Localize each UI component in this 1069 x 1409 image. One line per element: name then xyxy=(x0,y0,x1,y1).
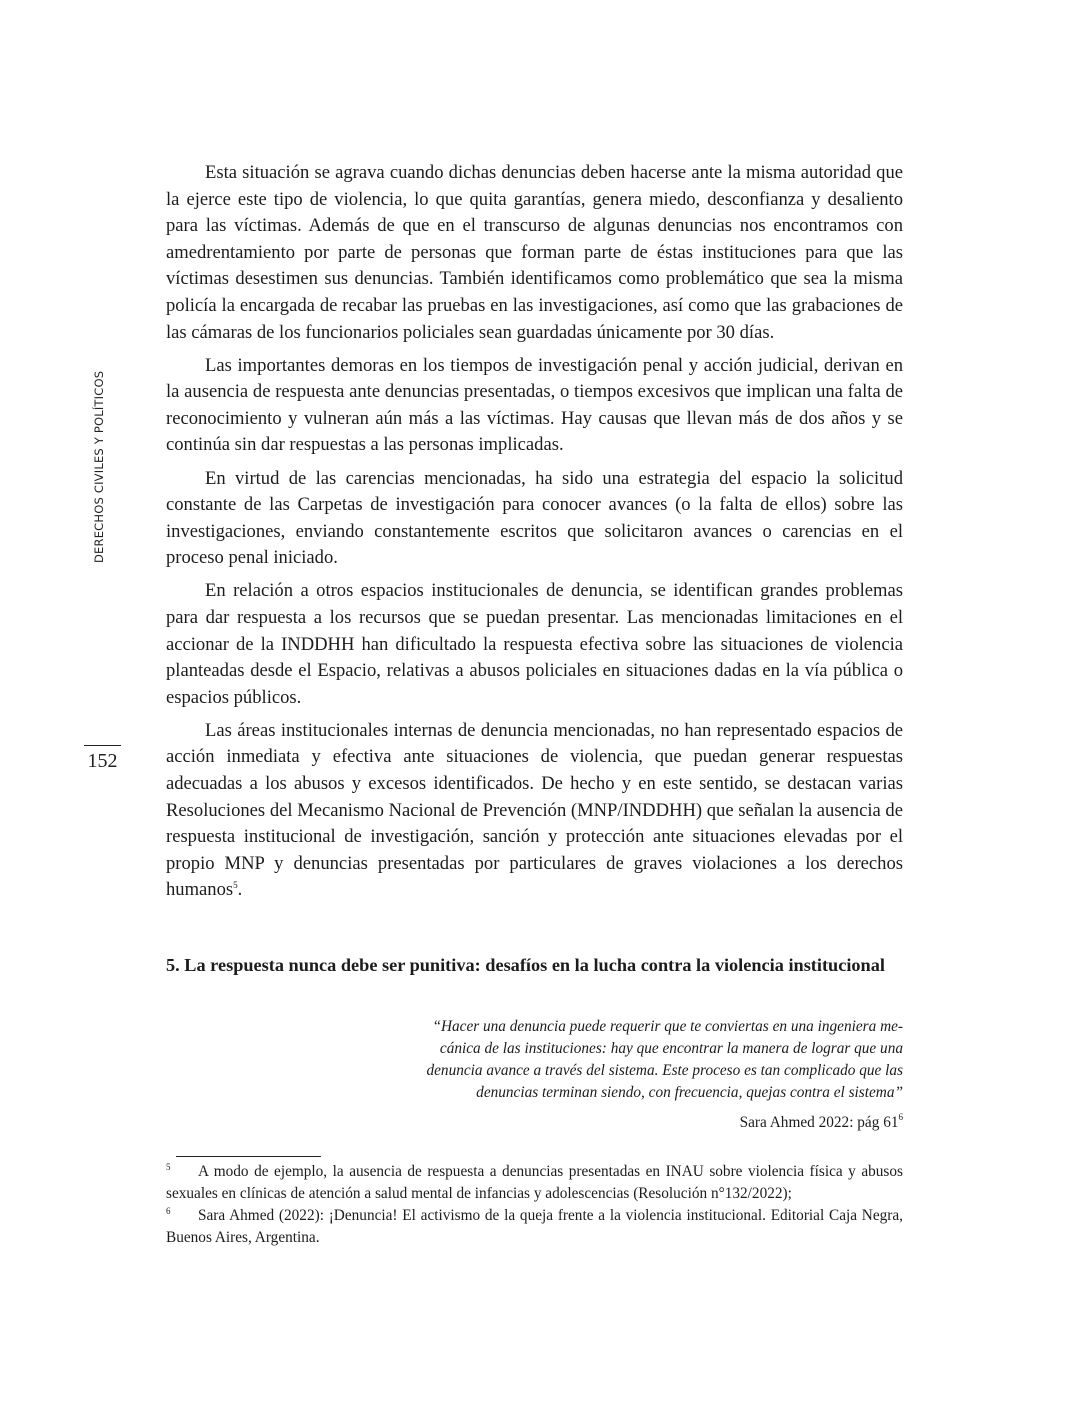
epigraph-source xyxy=(580,1112,903,1134)
footnote: 6 Sara Ahmed (2022): ¡Denuncia! El activismo de la queja frente a la violencia institucional. Editorial Caja Negra, Buenos Aires, Argentina. xyxy=(166,1206,903,1246)
epigraph-line: “Hacer una denuncia puede requerir que te conviertas en una ingeniera me- xyxy=(432,1018,903,1035)
epigraph-source-text: Sara Ahmed 2022: pág 61 xyxy=(739,1114,899,1131)
section-heading: 5. La respuesta nunca debe ser punitiva: desafíos en la lucha contra la violencia institucional xyxy=(166,955,885,975)
page-number: 152 xyxy=(87,750,118,772)
epigraph-line: denuncias terminan siendo, con frecuencia, quejas contra el sistema” xyxy=(476,1084,903,1101)
footnote-ref[interactable]: 5 xyxy=(233,880,238,891)
epigraph-line: denuncia avance a través del sistema. Este proceso es tan complicado que las xyxy=(426,1062,903,1079)
footnote: 5 A modo de ejemplo, la ausencia de respuesta a denuncias presentadas en INAU sobre violencia física y abusos sexuales en clínicas de atención a salud mental de infancias y adolescencias (Resolución n°132/2022); xyxy=(166,1162,903,1202)
footnote-separator xyxy=(176,1156,321,1157)
body-text xyxy=(166,160,903,911)
running-section-label: DERECHOS CIVILES Y POLÍTICOS xyxy=(92,370,106,563)
footnote-ref[interactable]: 6 xyxy=(898,1112,903,1122)
footnotes xyxy=(166,1161,903,1249)
paragraph-tail: . xyxy=(237,879,243,901)
page-number-rule xyxy=(84,745,121,746)
paragraph: En relación a otros espacios institucionales de denuncia, se identifican grandes problemas para dar respuesta a los recursos que se puedan presentar. Las mencionadas limitaciones en el accionar de la INDDHH han dificultado la respuesta efectiva sobre las situaciones de violencia planteadas desde el Espacio, relativas a abusos policiales en situaciones dadas en la vía pública o espacios públicos. xyxy=(166,580,903,708)
epigraph-quote xyxy=(380,1016,903,1104)
paragraph: Las importantes demoras en los tiempos de investigación penal y acción judicial, derivan en la ausencia de respuesta ante denuncias presentadas, o tiempos excesivos que implican una falta de reconocimiento y vulneran aún más a las víctimas. Hay causas que llevan más de dos años y se continúa sin dar respuestas a las personas implicadas. xyxy=(166,354,903,456)
paragraph: Esta situación se agrava cuando dichas denuncias deben hacerse ante la misma autoridad que la ejerce este tipo de violencia, lo que quita garantías, genera miedo, desconfianza y desaliento para las víctimas. Además de que en el transcurso de algunas denuncias nos encontramos con amedrentamiento por parte de personas que forman parte de éstas instituciones para que las víctimas desestimen sus denuncias. También identificamos como problemático que sea la misma policía la encargada de recabar las pruebas en las investigaciones, así como que las grabaciones de las cámaras de los funcionarios policiales sean guardadas únicamente por 30 días. xyxy=(166,162,903,343)
epigraph-line: cánica de las instituciones: hay que encontrar la manera de lograr que una xyxy=(439,1040,903,1057)
paragraph-text: Las áreas institucionales internas de denuncia mencionadas, no han representado espacios de acción inmediata y efectiva ante situaciones de violencia, que puedan generar respuestas adecuadas a los abusos y excesos identificados. De hecho y en este sentido, se destacan varias Resoluciones del Mecanismo Nacional de Prevención (MNP/INDDHH) que señalan la ausencia de respuesta institucional de investigación, sanción y protección ante situaciones elevadas por el propio MNP y denuncias presentadas por particulares de graves violaciones a los derechos humanos xyxy=(166,719,903,901)
paragraph xyxy=(166,718,903,904)
footnote-text: A modo de ejemplo, la ausencia de respuesta a denuncias presentadas en INAU sobre violencia física y abusos sexuales en clínicas de atención a salud mental de infancias y adolescencias (Resolución n°132/2022); xyxy=(166,1163,903,1202)
footnote-text: Sara Ahmed (2022): ¡Denuncia! El activismo de la queja frente a la violencia institucional. Editorial Caja Negra, Buenos Aires, Argentina. xyxy=(166,1207,903,1246)
paragraph: En virtud de las carencias mencionadas, ha sido una estrategia del espacio la solicitud constante de las Carpetas de investigación para conocer avances (o la falta de ellos) sobre las investigaciones, enviando constantemente escritos que solicitaron avances o carencias en el proceso penal iniciado. xyxy=(166,467,903,569)
